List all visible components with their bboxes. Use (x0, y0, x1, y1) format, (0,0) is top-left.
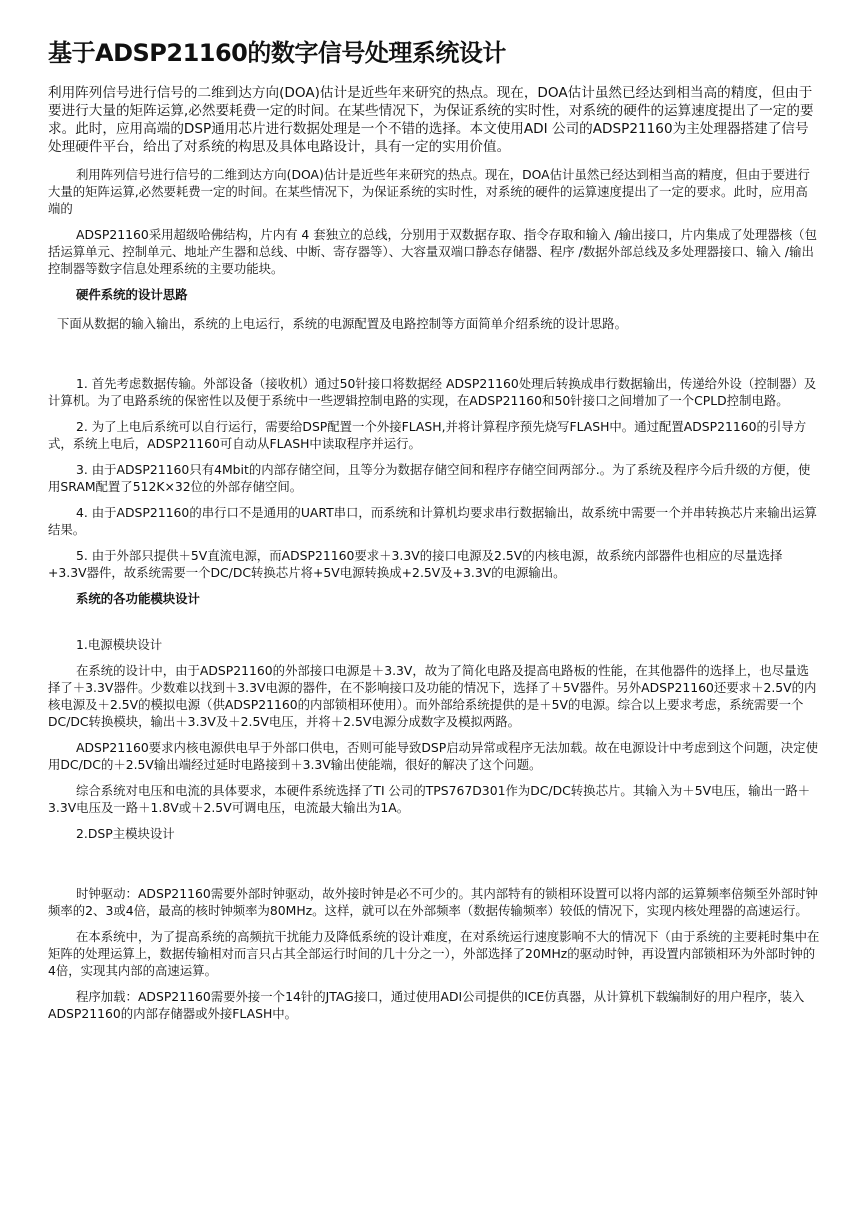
paragraph: 程序加载：ADSP21160需要外接一个14针的JTAG接口，通过使用ADI公司提供的ICE仿真器，从计算机下载编制好的用户程序，装入ADSP21160的内部存储器或外接FLASH中。 (48, 989, 805, 1021)
paragraph: ADSP21160采用超级哈佛结构，片内有 4 套独立的总线，分别用于双数据存取、指令存取和输入 /输出接口，片内集成了处理器核（包括运算单元、控制单元、地址产生器和总线、中断、寄存器等）、大容量双端口静态存储器、程序 /数据外部总线及多处理器接口、输入 /输出控制器等数字信息处理系统的主要功能块。 (48, 227, 817, 276)
paragraph-intro: 下面从数据的输入输出，系统的上电运行，系统的电源配置及电路控制等方面简单介绍系统的设计思路。 (57, 316, 627, 331)
section-heading-modules: 系统的各功能模块设计 (76, 591, 200, 606)
spacer (48, 851, 820, 885)
page-title: 基于ADSP21160的数字信号处理系统设计 (48, 39, 506, 67)
paragraph: ADSP21160要求内核电源供电早于外部口供电，否则可能导致DSP启动异常或程序无法加载。故在电源设计中考虑到这个问题，决定使用DC/DC的＋2.5V输出端经过延时电路接到＋3.3V输出使能端，很好的解决了这个问题。 (48, 740, 818, 772)
section-heading-hardware: 硬件系统的设计思路 (76, 287, 188, 302)
list-item: 5. 由于外部只提供＋5V直流电源，而ADSP21160要求＋3.3V的接口电源及2.5V的内核电源，故系统内部器件也相应的尽量选择+3.3V器件，故系统需要一个DC/DC转换芯片将+5V电源转换成+2.5V及+3.3V的电源输出。 (48, 548, 783, 580)
spacer (48, 341, 820, 375)
subsection-heading-dsp: 2.DSP主模块设计 (76, 826, 175, 841)
paragraph: 综合系统对电压和电流的具体要求，本硬件系统选择了TI 公司的TPS767D301作为DC/DC转换芯片。其输入为＋5V电压，输出一路＋3.3V电压及一路＋1.8V或＋2.5V可调电压，电流最大输出为1A。 (48, 783, 811, 815)
list-item: 4. 由于ADSP21160的串行口不是通用的UART串口，而系统和计算机均要求串行数据输出，故系统中需要一个并串转换芯片来输出运算结果。 (48, 505, 817, 537)
subsection-heading-power: 1.电源模块设计 (76, 637, 163, 652)
list-item: 3. 由于ADSP21160只有4Mbit的内部存储空间，且等分为数据存储空间和程序存储空间两部分.。为了系统及程序今后升级的方便，使用SRAM配置了512K×32位的外部存储空间。 (48, 462, 811, 494)
list-item: 2. 为了上电后系统可以自行运行，需要给DSP配置一个外接FLASH,并将计算程序预先烧写FLASH中。通过配置ADSP21160的引导方式，系统上电后，ADSP21160可自动从FLASH中读取程序并运行。 (48, 419, 807, 451)
abstract: 利用阵列信号进行信号的二维到达方向(DOA)估计是近些年来研究的热点。现在，DOA估计虽然已经达到相当高的精度，但由于要进行大量的矩阵运算,必然要耗费一定的时间。在某些情况下，为保证系统的实时性，对系统的硬件的运算速度提出了一定的要求。此时，应用高端的DSP通用芯片进行数据处理是一个不错的选择。本文使用ADI 公司的ADSP21160为主处理器搭建了信号处理硬件平台，给出了对系统的构思及具体电路设计，具有一定的实用价值。 (48, 85, 814, 155)
paragraph: 利用阵列信号进行信号的二维到达方向(DOA)估计是近些年来研究的热点。现在，DOA估计虽然已经达到相当高的精度，但由于要进行大量的矩阵运算,必然要耗费一定的时间。在某些情况下，为保证系统的实时性，对系统的硬件的运算速度提出了一定的要求。此时，应用高端的 (48, 167, 810, 216)
paragraph: 在本系统中，为了提高系统的高频抗干扰能力及降低系统的设计难度，在对系统运行速度影响不大的情况下（由于系统的主要耗时集中在矩阵的处理运算上，数据传输相对而言只占其全部运行时间的几十分之一），外部选择了20MHz的驱动时钟，再设置内部锁相环为外部时钟的4倍，实现其内部的高速运算。 (48, 929, 820, 978)
spacer (48, 619, 820, 636)
paragraph: 时钟驱动：ADSP21160需要外部时钟驱动，故外接时钟是必不可少的。其内部特有的锁相环设置可以将内部的运算频率倍频至外部时钟频率的2、3或4倍，最高的核时钟频率为80MHz。这样，就可以在外部频率（数据传输频率）较低的情况下，实现内核处理器的高速运行。 (48, 886, 818, 918)
document-page (48, 36, 820, 1031)
list-item: 1. 首先考虑数据传输。外部设备（接收机）通过50针接口将数据经 ADSP21160处理后转换成串行数据输出，传递给外设（控制器）及计算机。为了电路系统的保密性以及便于系统中一些逻辑控制电路的实现，在ADSP21160和50针接口之间增加了一个CPLD控制电路。 (48, 376, 817, 408)
paragraph: 在系统的设计中，由于ADSP21160的外部接口电源是＋3.3V，故为了简化电路及提高电路板的性能，在其他器件的选择上，也尽量选择了＋3.3V器件。少数难以找到＋3.3V电源的器件，在不影响接口及功能的情况下，选择了＋5V器件。另外ADSP21160还要求＋2.5V的内核电源及＋2.5V的模拟电源（供ADSP21160的内部锁相环使用）。而外部给系统提供的是＋5V的电源。综合以上要求考虑，系统需要一个DC/DC转换模块，输出＋3.3V及＋2.5V电压，并将＋2.5V电源分成数字及模拟两路。 (48, 663, 817, 729)
